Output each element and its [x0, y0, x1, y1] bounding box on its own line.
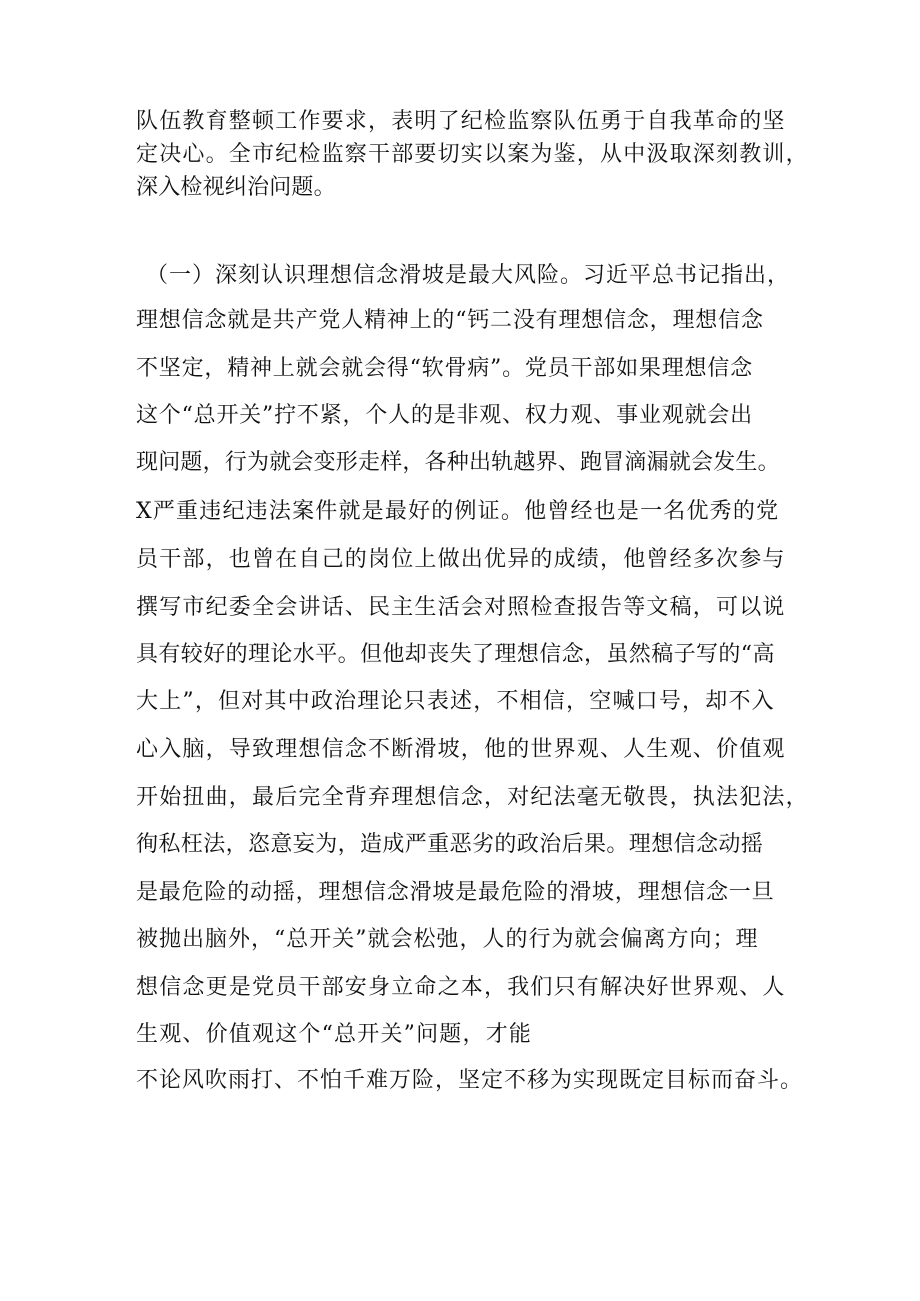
- text-line: 被抛出脑外，“总开关”就会松弛，人的行为就会偏离方向；理: [136, 927, 759, 952]
- text-line: 队伍教育整顿工作要求，表明了纪检监察队伍勇于自我革命的坚: [136, 109, 786, 134]
- text-line: 想信念更是党员干部安身立命之本，我们只有解决好世界观、人: [136, 975, 786, 1000]
- text-line: 撰写市纪委全会讲话、民主生活会对照检查报告等文稿，可以说: [136, 595, 786, 620]
- text-line: 具有较好的理论水平。但他却丧失了理想信念，虽然稿子写的“高: [136, 642, 775, 667]
- text-line: 员干部，也曾在自己的岗位上做出优异的成绩，他曾经多次参与: [136, 547, 786, 572]
- text-line: 是最危险的动摇，理想信念滑坡是最危险的滑坡，理想信念一旦: [136, 880, 775, 905]
- section-heading-line: （一）深刻认识理想信念滑坡是最大风险。习近平总书记指出，: [146, 263, 791, 288]
- text-line: 深入检视纠治问题。: [136, 175, 336, 200]
- text-line: 开始扭曲，最后完全背弃理想信念，对纪法毫无敬畏，执法犯法，: [136, 785, 809, 810]
- text-line: X严重违纪违法案件就是最好的例证。他曾经也是一名优秀的党: [136, 499, 780, 524]
- text-line: 心入脑，导致理想信念不断滑坡，他的世界观、人生观、价值观: [136, 737, 786, 762]
- text-line: 生观、价值观这个“总开关”问题，才能: [136, 1022, 533, 1047]
- text-line: 定决心。全市纪检监察干部要切实以案为鉴，从中汲取深刻教训，: [136, 142, 809, 167]
- text-line: 徇私枉法，恣意妄为，造成严重恶劣的政治后果。理想信念动摇: [136, 832, 764, 857]
- text-line: 现问题，行为就会变形走样，各种出轨越界、跑冒滴漏就会发生。: [136, 450, 780, 475]
- text-line: 不坚定，精神上就会就会得“软骨病”。党员干部如果理想信念: [136, 356, 753, 381]
- text-line: 这个“总开关”拧不紧，个人的是非观、权力观、事业观就会出: [136, 403, 753, 428]
- text-line: 不论风吹雨打、不怕千难万险，坚定不移为实现既定目标而奋斗。: [136, 1068, 804, 1093]
- text-line: 理想信念就是共产党人精神上的“钙二没有理想信念，理想信念: [136, 308, 764, 333]
- text-line: 大上”，但对其中政治理论只表述，不相信，空喊口号，却不入: [136, 689, 775, 714]
